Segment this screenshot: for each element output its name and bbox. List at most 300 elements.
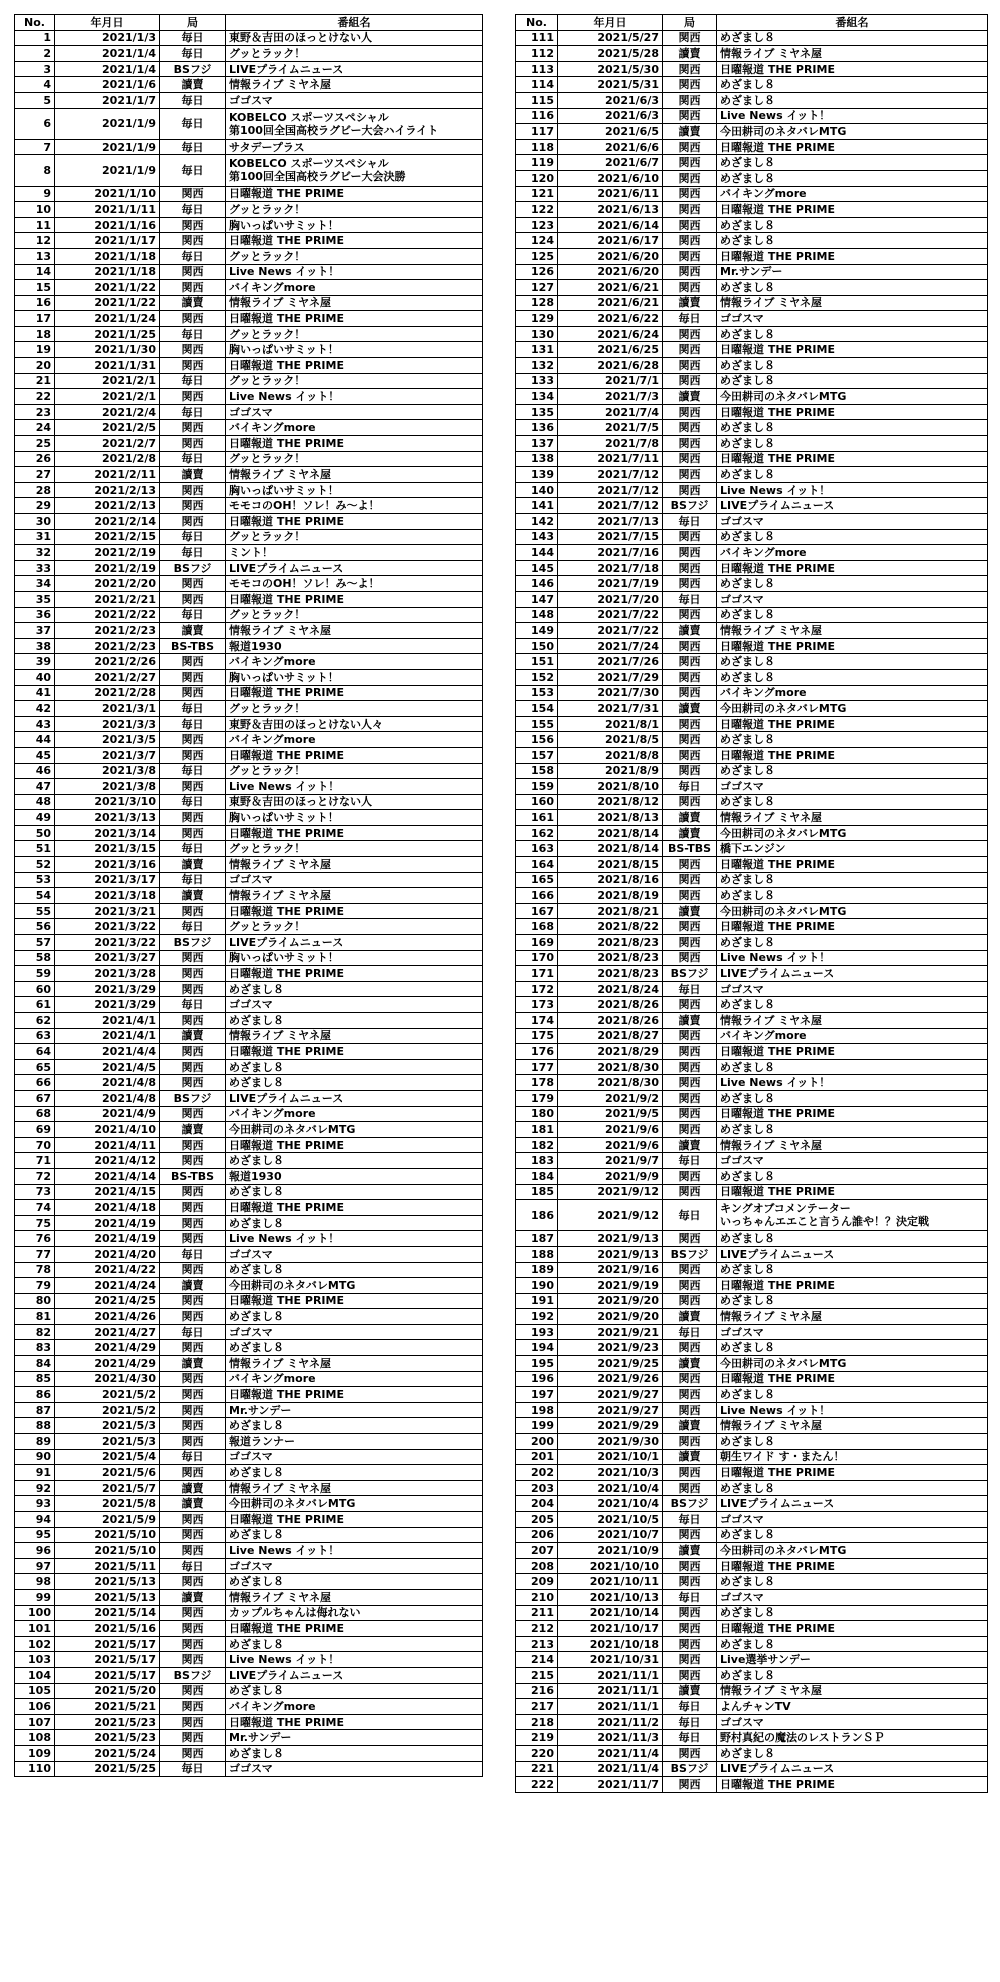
table-row — [516, 857, 988, 873]
table-row — [15, 716, 483, 732]
cell-no: 125 — [516, 248, 558, 264]
cell-program: めざまし８ — [226, 1636, 483, 1652]
cell-date: 2021/8/21 — [558, 903, 663, 919]
cell-no: 111 — [516, 30, 558, 46]
cell-program: ゴゴスマ — [717, 779, 988, 795]
cell-program: カップルちゃんは侮れない — [226, 1605, 483, 1621]
cell-station: 毎日 — [663, 779, 717, 795]
cell-station: 関西 — [160, 1153, 226, 1169]
cell-date: 2021/9/7 — [558, 1153, 663, 1169]
cell-station: BSフジ — [663, 498, 717, 514]
cell-station: 関西 — [160, 1059, 226, 1075]
table-row — [15, 295, 483, 311]
cell-date: 2021/5/13 — [55, 1574, 160, 1590]
cell-date: 2021/5/11 — [55, 1558, 160, 1574]
cell-date: 2021/4/24 — [55, 1278, 160, 1294]
cell-no: 14 — [15, 264, 55, 280]
cell-date: 2021/1/4 — [55, 46, 160, 62]
cell-program: グッとラック！ — [226, 202, 483, 218]
cell-station: 讀賣 — [663, 389, 717, 405]
cell-no: 66 — [15, 1075, 55, 1091]
cell-station: 関西 — [663, 139, 717, 155]
cell-station: 関西 — [663, 1434, 717, 1450]
cell-no: 138 — [516, 451, 558, 467]
table-row — [15, 747, 483, 763]
cell-no: 105 — [15, 1683, 55, 1699]
cell-program: 橋下エンジン — [717, 841, 988, 857]
cell-no: 193 — [516, 1324, 558, 1340]
table-row — [516, 404, 988, 420]
table-row — [15, 264, 483, 280]
cell-program: ゴゴスマ — [226, 872, 483, 888]
table-row — [516, 1699, 988, 1715]
cell-program: よんチャンTV — [717, 1699, 988, 1715]
cell-station: 毎日 — [160, 872, 226, 888]
cell-program: 日曜報道 THE PRIME — [226, 903, 483, 919]
cell-no: 163 — [516, 841, 558, 857]
cell-date: 2021/8/1 — [558, 716, 663, 732]
cell-date: 2021/8/23 — [558, 950, 663, 966]
cell-program: 日曜報道 THE PRIME — [717, 1777, 988, 1793]
cell-station: 関西 — [160, 264, 226, 280]
cell-no: 184 — [516, 1168, 558, 1184]
cell-date: 2021/3/22 — [55, 919, 160, 935]
cell-date: 2021/9/30 — [558, 1434, 663, 1450]
cell-program: 情報ライブ ミヤネ屋 — [226, 1356, 483, 1372]
table-row — [15, 638, 483, 654]
table-row — [516, 779, 988, 795]
cell-date: 2021/1/31 — [55, 358, 160, 374]
cell-date: 2021/2/13 — [55, 498, 160, 514]
table-row — [15, 1574, 483, 1590]
cell-date: 2021/9/16 — [558, 1262, 663, 1278]
cell-station: 関西 — [663, 61, 717, 77]
cell-station: 関西 — [663, 529, 717, 545]
cell-date: 2021/5/9 — [55, 1512, 160, 1528]
cell-no: 199 — [516, 1418, 558, 1434]
cell-station: 関西 — [663, 280, 717, 296]
cell-program: グッとラック！ — [226, 529, 483, 545]
cell-date: 2021/5/14 — [55, 1605, 160, 1621]
cell-station: 関西 — [663, 451, 717, 467]
cell-station: 関西 — [160, 186, 226, 202]
cell-station: 関西 — [663, 1652, 717, 1668]
cell-station: 関西 — [160, 1636, 226, 1652]
table-row — [516, 825, 988, 841]
table-row — [15, 529, 483, 545]
table-row — [15, 1028, 483, 1044]
cell-station: 関西 — [160, 311, 226, 327]
cell-date: 2021/2/23 — [55, 638, 160, 654]
cell-program: グッとラック！ — [226, 326, 483, 342]
table-row — [516, 669, 988, 685]
cell-program: バイキングmore — [717, 1028, 988, 1044]
cell-station: 毎日 — [160, 139, 226, 155]
cell-program: 日曜報道 THE PRIME — [226, 747, 483, 763]
cell-station: 関西 — [663, 1621, 717, 1637]
cell-no: 148 — [516, 607, 558, 623]
cell-program: グッとラック！ — [226, 701, 483, 717]
table-row — [15, 482, 483, 498]
cell-program: LIVEプライムニュース — [226, 560, 483, 576]
cell-no: 39 — [15, 654, 55, 670]
cell-station: 関西 — [160, 1309, 226, 1325]
cell-date: 2021/3/10 — [55, 794, 160, 810]
cell-station: 毎日 — [663, 1730, 717, 1746]
cell-program: めざまし８ — [226, 1059, 483, 1075]
cell-program: ゴゴスマ — [226, 997, 483, 1013]
cell-program: めざまし８ — [717, 436, 988, 452]
cell-no: 13 — [15, 248, 55, 264]
cell-station: 関西 — [160, 1371, 226, 1387]
cell-no: 38 — [15, 638, 55, 654]
cell-program: 報道1930 — [226, 638, 483, 654]
cell-station: 毎日 — [160, 529, 226, 545]
table-row — [15, 1044, 483, 1060]
table-row — [15, 514, 483, 530]
cell-station: 讀賣 — [160, 1356, 226, 1372]
cell-program: 今田耕司のネタバレMTG — [717, 124, 988, 140]
cell-date: 2021/11/7 — [558, 1777, 663, 1793]
cell-no: 191 — [516, 1293, 558, 1309]
cell-date: 2021/4/1 — [55, 1013, 160, 1029]
cell-no: 81 — [15, 1309, 55, 1325]
table-row — [15, 841, 483, 857]
cell-station: 讀賣 — [160, 1278, 226, 1294]
cell-date: 2021/9/29 — [558, 1418, 663, 1434]
table-row — [15, 92, 483, 108]
cell-date: 2021/2/14 — [55, 514, 160, 530]
cell-no: 143 — [516, 529, 558, 545]
cell-station: 関西 — [160, 217, 226, 233]
cell-station: 関西 — [663, 342, 717, 358]
cell-date: 2021/3/21 — [55, 903, 160, 919]
cell-station: 毎日 — [663, 1589, 717, 1605]
cell-no: 162 — [516, 825, 558, 841]
cell-station: 関西 — [663, 1371, 717, 1387]
cell-no: 215 — [516, 1667, 558, 1683]
cell-date: 2021/7/29 — [558, 669, 663, 685]
cell-station: 関西 — [160, 1418, 226, 1434]
cell-no: 118 — [516, 139, 558, 155]
header-row — [15, 15, 483, 31]
table-row — [15, 810, 483, 826]
cell-no: 152 — [516, 669, 558, 685]
table-row — [15, 498, 483, 514]
cell-date: 2021/9/27 — [558, 1402, 663, 1418]
table-row — [516, 1683, 988, 1699]
cell-station: 毎日 — [160, 919, 226, 935]
cell-station: 関西 — [663, 202, 717, 218]
cell-date: 2021/8/30 — [558, 1075, 663, 1091]
cell-station: 毎日 — [160, 794, 226, 810]
cell-no: 210 — [516, 1589, 558, 1605]
cell-station: 関西 — [160, 1543, 226, 1559]
cell-no: 44 — [15, 732, 55, 748]
table-row — [516, 1168, 988, 1184]
cell-station: 関西 — [663, 1777, 717, 1793]
cell-station: 関西 — [663, 888, 717, 904]
cell-date: 2021/3/15 — [55, 841, 160, 857]
cell-date: 2021/9/26 — [558, 1371, 663, 1387]
cell-station: 関西 — [160, 1075, 226, 1091]
table-row — [516, 763, 988, 779]
cell-program: めざまし８ — [717, 77, 988, 93]
cell-no: 117 — [516, 124, 558, 140]
cell-program: ゴゴスマ — [226, 1246, 483, 1262]
table-row — [516, 1574, 988, 1590]
cell-date: 2021/5/20 — [55, 1683, 160, 1699]
cell-no: 127 — [516, 280, 558, 296]
cell-program: 今田耕司のネタバレMTG — [717, 903, 988, 919]
cell-date: 2021/1/18 — [55, 248, 160, 264]
table-row — [516, 1434, 988, 1450]
cell-no: 140 — [516, 482, 558, 498]
cell-no: 22 — [15, 389, 55, 405]
cell-no: 196 — [516, 1371, 558, 1387]
cell-program: 情報ライブ ミヤネ屋 — [226, 623, 483, 639]
cell-no: 6 — [15, 108, 55, 139]
table-row — [15, 560, 483, 576]
cell-station: 関西 — [160, 1184, 226, 1200]
cell-date: 2021/5/25 — [55, 1761, 160, 1777]
cell-no: 19 — [15, 342, 55, 358]
cell-no: 219 — [516, 1730, 558, 1746]
table-row — [516, 638, 988, 654]
cell-no: 10 — [15, 202, 55, 218]
cell-date: 2021/2/19 — [55, 545, 160, 561]
cell-date: 2021/8/10 — [558, 779, 663, 795]
cell-date: 2021/10/13 — [558, 1589, 663, 1605]
cell-station: 讀賣 — [663, 825, 717, 841]
cell-program: 情報ライブ ミヤネ屋 — [226, 1589, 483, 1605]
table-row — [516, 30, 988, 46]
table-row — [15, 576, 483, 592]
table-row — [516, 1231, 988, 1247]
cell-station: 讀賣 — [663, 295, 717, 311]
cell-program: 日曜報道 THE PRIME — [226, 436, 483, 452]
cell-date: 2021/5/17 — [55, 1667, 160, 1683]
cell-date: 2021/3/27 — [55, 950, 160, 966]
cell-no: 9 — [15, 186, 55, 202]
table-row — [516, 202, 988, 218]
table-row — [15, 669, 483, 685]
table-row — [516, 591, 988, 607]
table-row — [516, 467, 988, 483]
table-row — [516, 1449, 988, 1465]
cell-date: 2021/4/30 — [55, 1371, 160, 1387]
cell-date: 2021/5/30 — [558, 61, 663, 77]
cell-program: Live選挙サンデー — [717, 1652, 988, 1668]
table-row — [516, 1605, 988, 1621]
cell-date: 2021/5/3 — [55, 1434, 160, 1450]
cell-program: ゴゴスマ — [717, 514, 988, 530]
table-row — [516, 1356, 988, 1372]
cell-station: 関西 — [160, 1231, 226, 1247]
cell-no: 176 — [516, 1044, 558, 1060]
table-row — [516, 654, 988, 670]
cell-date: 2021/7/22 — [558, 623, 663, 639]
cell-program: 日曜報道 THE PRIME — [717, 1465, 988, 1481]
cell-program: Live News イット！ — [717, 1402, 988, 1418]
cell-no: 3 — [15, 61, 55, 77]
cell-no: 16 — [15, 295, 55, 311]
cell-program: 日曜報道 THE PRIME — [226, 1137, 483, 1153]
table-row — [15, 794, 483, 810]
cell-station: 毎日 — [160, 451, 226, 467]
cell-no: 93 — [15, 1496, 55, 1512]
cell-station: 毎日 — [160, 248, 226, 264]
cell-date: 2021/9/13 — [558, 1246, 663, 1262]
cell-no: 65 — [15, 1059, 55, 1075]
table-row — [15, 1730, 483, 1746]
cell-program: 日曜報道 THE PRIME — [226, 1714, 483, 1730]
cell-station: 毎日 — [160, 763, 226, 779]
cell-date: 2021/9/20 — [558, 1293, 663, 1309]
cell-no: 56 — [15, 919, 55, 935]
cell-station: 関西 — [663, 264, 717, 280]
table-row — [516, 92, 988, 108]
table-row — [516, 950, 988, 966]
cell-no: 135 — [516, 404, 558, 420]
cell-date: 2021/2/1 — [55, 373, 160, 389]
cell-date: 2021/2/22 — [55, 607, 160, 623]
cell-program: Live News イット！ — [226, 1652, 483, 1668]
cell-program: 今田耕司のネタバレMTG — [717, 1543, 988, 1559]
cell-station: 関西 — [663, 1122, 717, 1138]
cell-program: バイキングmore — [226, 420, 483, 436]
table-row — [15, 1246, 483, 1262]
cell-no: 153 — [516, 685, 558, 701]
cell-no: 122 — [516, 202, 558, 218]
cell-no: 173 — [516, 997, 558, 1013]
cell-date: 2021/4/20 — [55, 1246, 160, 1262]
table-row — [516, 966, 988, 982]
cell-date: 2021/4/12 — [55, 1153, 160, 1169]
cell-program: バイキングmore — [226, 1371, 483, 1387]
table-row — [516, 295, 988, 311]
cell-no: 168 — [516, 919, 558, 935]
cell-no: 124 — [516, 233, 558, 249]
cell-program: 日曜報道 THE PRIME — [226, 825, 483, 841]
cell-no: 34 — [15, 576, 55, 592]
cell-station: 讀賣 — [663, 1543, 717, 1559]
cell-station: 関西 — [663, 1044, 717, 1060]
cell-station: 毎日 — [160, 607, 226, 623]
cell-no: 160 — [516, 794, 558, 810]
cell-station: 毎日 — [160, 1449, 226, 1465]
table-row — [516, 576, 988, 592]
cell-program: Mr.サンデー — [226, 1730, 483, 1746]
cell-program: グッとラック！ — [226, 841, 483, 857]
cell-station: 関西 — [663, 1184, 717, 1200]
cell-program: めざまし８ — [717, 1480, 988, 1496]
cell-program: LIVEプライムニュース — [717, 966, 988, 982]
cell-no: 21 — [15, 373, 55, 389]
table-row — [516, 888, 988, 904]
table-row — [516, 1324, 988, 1340]
cell-no: 33 — [15, 560, 55, 576]
cell-program: 日曜報道 THE PRIME — [717, 716, 988, 732]
cell-program: めざまし８ — [717, 607, 988, 623]
cell-date: 2021/1/9 — [55, 108, 160, 139]
cell-station: 関西 — [663, 919, 717, 935]
cell-no: 155 — [516, 716, 558, 732]
cell-program: 報道1930 — [226, 1168, 483, 1184]
cell-date: 2021/8/29 — [558, 1044, 663, 1060]
cell-no: 95 — [15, 1527, 55, 1543]
cell-date: 2021/9/6 — [558, 1137, 663, 1153]
cell-no: 166 — [516, 888, 558, 904]
cell-program: ゴゴスマ — [717, 1714, 988, 1730]
cell-station: 関西 — [663, 436, 717, 452]
cell-station: 毎日 — [160, 30, 226, 46]
cell-date: 2021/11/3 — [558, 1730, 663, 1746]
cell-station: 毎日 — [160, 716, 226, 732]
cell-station: 関西 — [663, 248, 717, 264]
cell-station: 関西 — [663, 872, 717, 888]
cell-station: 関西 — [160, 1512, 226, 1528]
table-row — [15, 139, 483, 155]
cell-date: 2021/10/14 — [558, 1605, 663, 1621]
cell-program: バイキングmore — [717, 186, 988, 202]
cell-program: 今田耕司のネタバレMTG — [226, 1496, 483, 1512]
cell-date: 2021/8/23 — [558, 935, 663, 951]
cell-program: 日曜報道 THE PRIME — [226, 1200, 483, 1216]
table-row — [15, 451, 483, 467]
cell-no: 35 — [15, 591, 55, 607]
cell-program: バイキングmore — [226, 1106, 483, 1122]
cell-no: 18 — [15, 326, 55, 342]
cell-station: BS-TBS — [663, 841, 717, 857]
cell-date: 2021/1/11 — [55, 202, 160, 218]
cell-station: 関西 — [663, 607, 717, 623]
cell-no: 94 — [15, 1512, 55, 1528]
cell-no: 203 — [516, 1480, 558, 1496]
table-row — [15, 1278, 483, 1294]
table-row — [516, 1340, 988, 1356]
table-row — [15, 1106, 483, 1122]
table-row — [15, 1387, 483, 1403]
table-row — [15, 1667, 483, 1683]
table-row — [516, 1558, 988, 1574]
cell-date: 2021/4/22 — [55, 1262, 160, 1278]
cell-program: Mr.サンデー — [717, 264, 988, 280]
cell-date: 2021/3/28 — [55, 966, 160, 982]
cell-date: 2021/9/6 — [558, 1122, 663, 1138]
cell-station: 関西 — [160, 358, 226, 374]
cell-date: 2021/3/5 — [55, 732, 160, 748]
cell-program: 情報ライブ ミヤネ屋 — [717, 1309, 988, 1325]
table-row — [15, 1153, 483, 1169]
table-row — [516, 794, 988, 810]
cell-station: 関西 — [663, 950, 717, 966]
cell-date: 2021/1/18 — [55, 264, 160, 280]
cell-date: 2021/10/9 — [558, 1543, 663, 1559]
table-row — [516, 373, 988, 389]
cell-no: 211 — [516, 1605, 558, 1621]
cell-station: 関西 — [663, 186, 717, 202]
table-row — [516, 1761, 988, 1777]
cell-date: 2021/8/5 — [558, 732, 663, 748]
cell-no: 108 — [15, 1730, 55, 1746]
cell-no: 177 — [516, 1059, 558, 1075]
cell-program: 日曜報道 THE PRIME — [717, 747, 988, 763]
table-row — [15, 404, 483, 420]
table-row — [15, 311, 483, 327]
cell-program: 情報ライブ ミヤネ屋 — [717, 1683, 988, 1699]
cell-program: めざまし８ — [226, 1153, 483, 1169]
